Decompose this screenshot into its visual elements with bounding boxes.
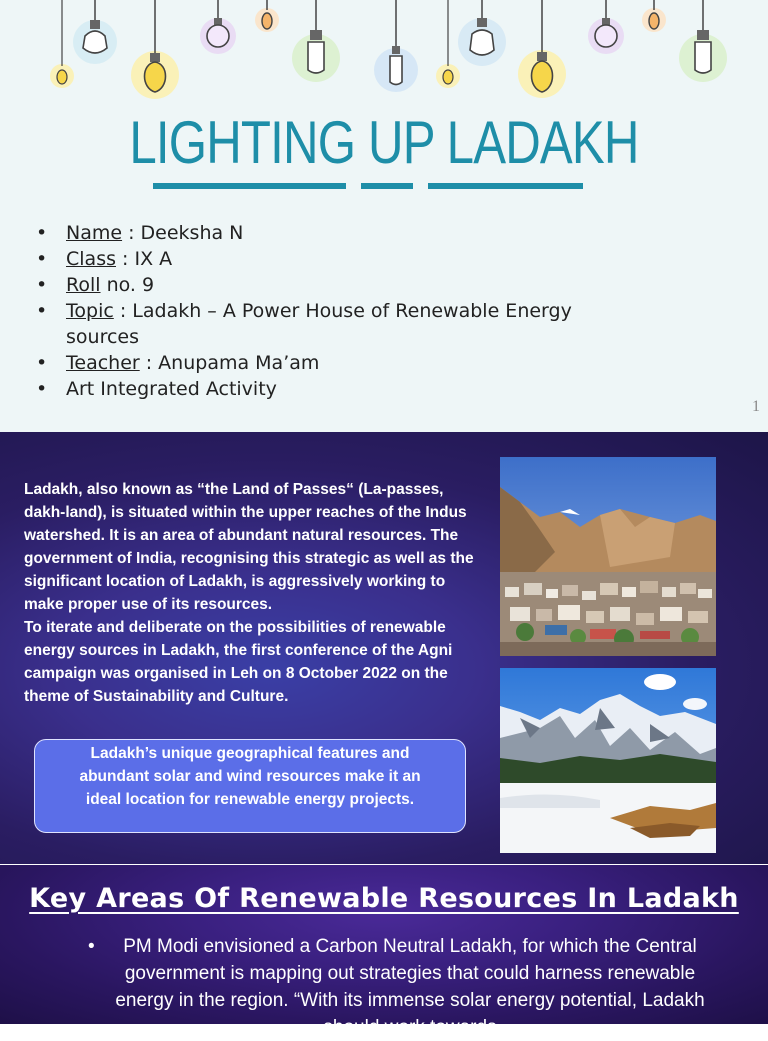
- list-item: [30, 350, 626, 376]
- item-label: Teacher: [66, 352, 140, 374]
- slide-title: [0, 883, 768, 914]
- paragraph: Ladakh, also known as “the Land of Passes“ (La-passes, dakh-land), is situated within the upper reaches of the Indus watershed. It is an area of abundant natural resources. The government of India, recognising this strategic as well as the significant location of Ladakh, is aggressively working to make proper use of its resources.: [24, 481, 474, 613]
- item-value: no. 9: [100, 274, 155, 296]
- slide-1: [0, 0, 768, 432]
- item-value: Art Integrated Activity: [66, 378, 277, 400]
- page-number: 1: [752, 398, 760, 415]
- list-item: [30, 298, 626, 350]
- leh-town-photo: [500, 457, 716, 656]
- callout-box: Ladakh’s unique geographical features and abundant solar and wind resources make it an ideal location for renewable energy projects.: [34, 739, 466, 833]
- list-item: [30, 246, 626, 272]
- light-bulb-icon: [125, 0, 185, 110]
- light-bulb-icon: [366, 0, 426, 110]
- item-value: : Anupama Ma’am: [139, 352, 320, 374]
- title-underline: [428, 183, 583, 189]
- paragraph: • PM Modi envisioned a Carbon Neutral Ladakh, for which the Central government is mapping out strategies that could harness renewable energy in the region. “With its immense solar energy potential, Ladakh should work towards: [115, 936, 705, 1038]
- light-bulb-icon: [418, 0, 478, 110]
- item-value: : Ladakh – A Power House of Renewable Energy sources: [66, 300, 572, 348]
- item-label: Name: [66, 222, 123, 244]
- slide-title-text: Key Areas Of Renewable Resources In Ladakh: [29, 883, 739, 914]
- title-underline: [153, 183, 346, 189]
- light-bulb-icon: [32, 0, 92, 110]
- item-label: Topic: [66, 300, 114, 322]
- slide-2: [0, 432, 768, 864]
- slide-3: [0, 865, 768, 1038]
- light-bulb-icon: [286, 0, 346, 110]
- light-bulb-icon: [512, 0, 572, 110]
- item-label: Class: [66, 248, 116, 270]
- student-info-list: [30, 220, 626, 402]
- bullet-text: [88, 933, 708, 1041]
- light-bulb-icon: [673, 0, 733, 110]
- item-label: Roll: [66, 274, 101, 296]
- list-item: [30, 376, 626, 402]
- snow-mountain-photo: [500, 668, 716, 853]
- slide-title: LIGHTING UP LADAKH: [129, 109, 639, 176]
- item-value: : Deeksha N: [122, 222, 244, 244]
- paragraph: To iterate and deliberate on the possibilities of renewable energy sources in Ladakh, the first conference of the Agni campaign was organised in Leh on 8 October 2022 on the theme of Sustainability and Culture.: [24, 619, 453, 705]
- slide-body-text: [24, 478, 484, 708]
- list-item: [30, 272, 626, 298]
- title-underline: [361, 183, 413, 189]
- item-value: : IX A: [116, 248, 173, 270]
- list-item: [30, 220, 626, 246]
